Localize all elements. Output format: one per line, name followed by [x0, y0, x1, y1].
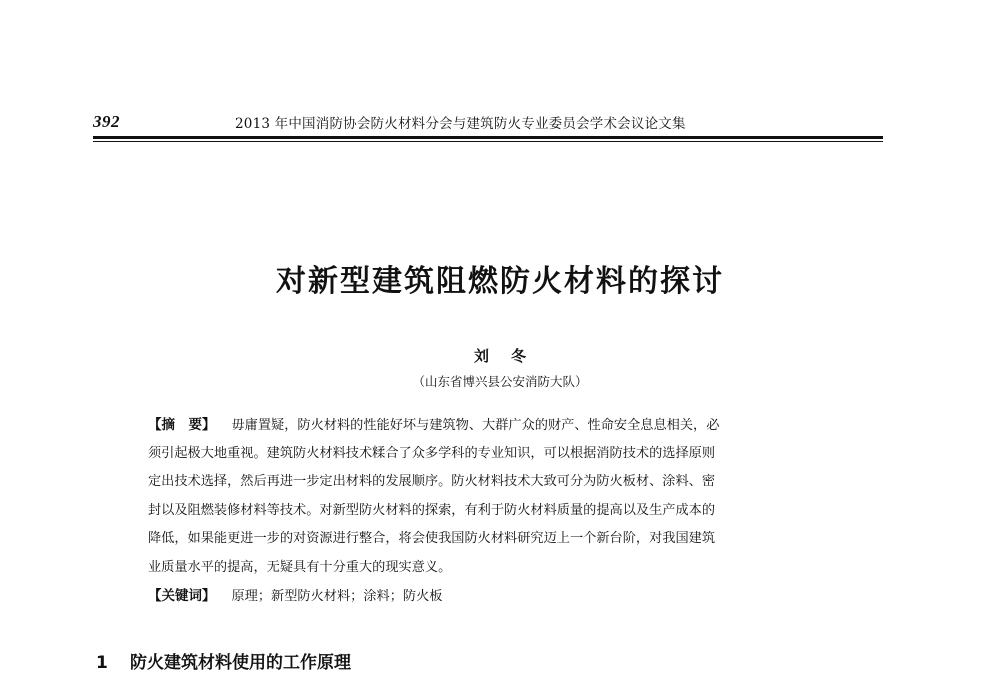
paper-title: 对新型建筑阻燃防火材料的探讨 — [276, 264, 724, 299]
section-heading — [96, 648, 351, 673]
author-name: 刘冬 — [473, 347, 548, 365]
running-header: 2013 年中国消防协会防火材料分会与建筑防火专业委员会学术会议论文集 — [235, 116, 686, 132]
header-rule-thick — [93, 136, 883, 139]
abstract-line — [148, 411, 848, 440]
header-rule-thin — [93, 141, 883, 142]
section-number: 1 — [96, 653, 108, 673]
keywords-text: 原理；新型防火材料；涂料；防火板 — [231, 589, 443, 604]
keywords-line — [148, 582, 848, 611]
abstract-line: 降低，如果能更进一步的对资源进行整合，将会使我国防火材料研究迈上一个新台阶，对我国建筑 — [148, 531, 716, 546]
abstract-line: 业质量水平的提高，无疑具有十分重大的现实意义。 — [148, 559, 452, 575]
abstract-line: 须引起极大地重视。建筑防火材料技术糅合了众多学科的专业知识，可以根据消防技术的选择原则 — [148, 445, 716, 461]
page-number: 392 — [93, 112, 120, 131]
section-title: 防火建筑材料使用的工作原理 — [130, 653, 351, 673]
abstract-block — [148, 411, 848, 611]
abstract-label: 【摘 要】 — [148, 417, 216, 433]
abstract-line: 定出技术选择，然后再进一步定出材料的发展顺序。防火材料技术大致可分为防火板材、涂料、密 — [148, 474, 716, 489]
abstract-text: 毋庸置疑，防火材料的性能好坏与建筑物、大群广众的财产、性命安全息息相关，必 — [231, 418, 720, 433]
keywords-label: 【关键词】 — [148, 588, 216, 604]
author-affiliation: （山东省博兴县公安消防大队） — [412, 374, 588, 389]
abstract-line: 封以及阻燃装修材料等技术。对新型防火材料的探索，有利于防火材料质量的提高以及生产成本的 — [148, 502, 716, 518]
